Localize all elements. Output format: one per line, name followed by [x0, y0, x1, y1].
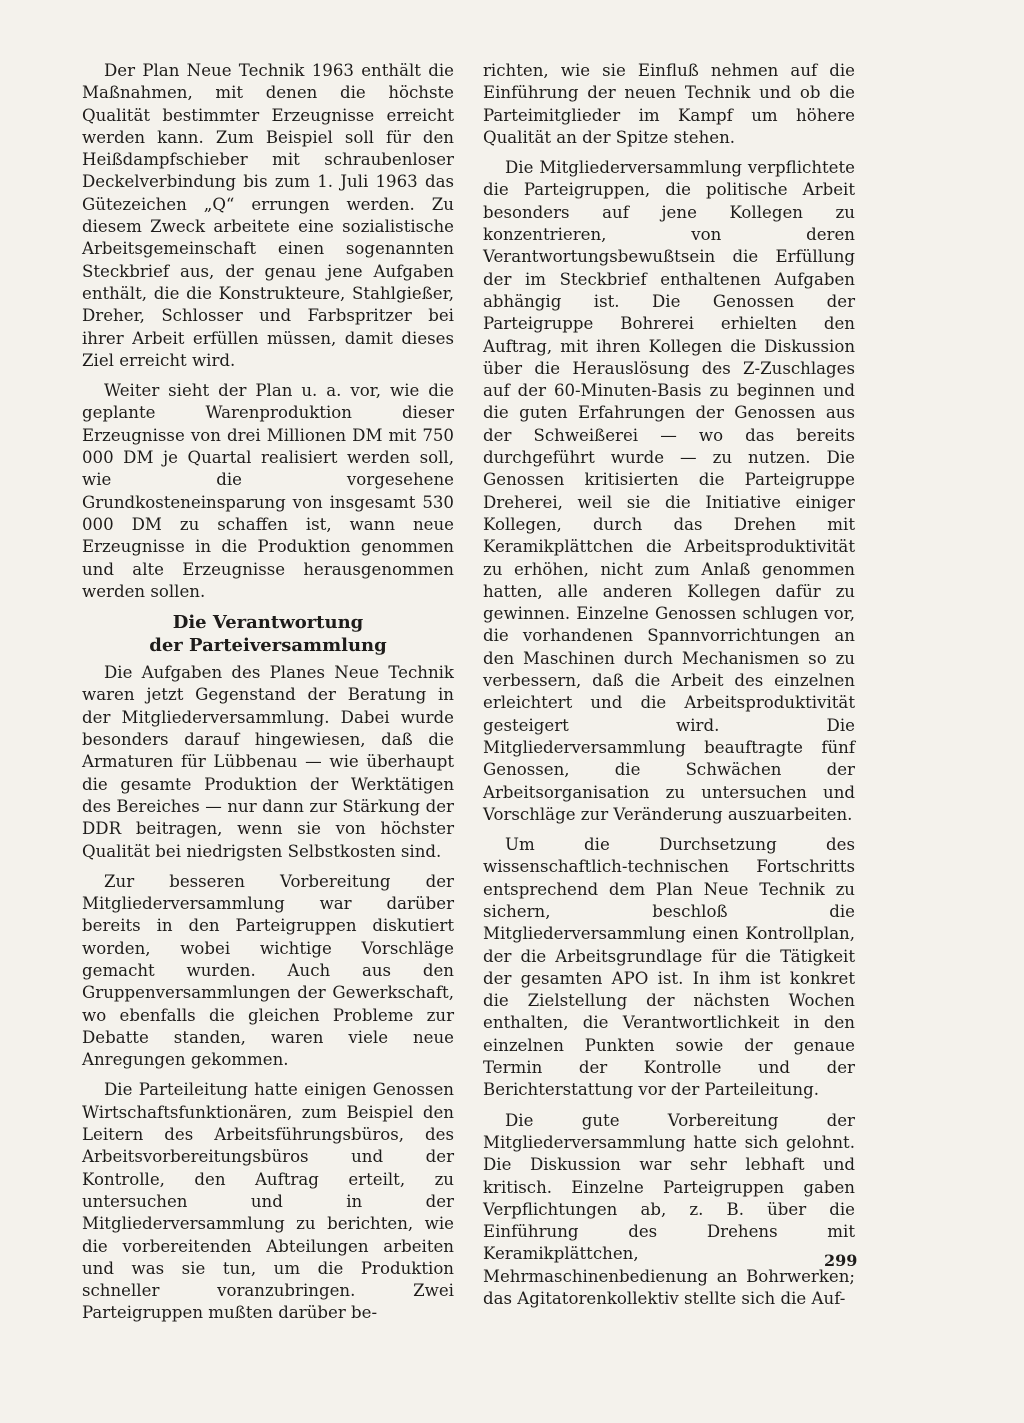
paragraph: Die gute Vorbereitung der Mitgliederversammlung hatte sich gelohnt. Die Diskussion war sehr lebhaft und kritisch. Einzelne Parteigruppen gaben Verpflichtungen ab, z. B. über die Einführung des Drehens mit Keramikplättchen, Mehrmaschinenbedienung an Bohrwerken; das Agitatorenkollektiv stellte sich die Auf-: [483, 1110, 855, 1309]
section-heading-line: Die Verantwortung: [172, 612, 364, 634]
paragraph: richten, wie sie Einfluß nehmen auf die Einführung der neuen Technik und ob die Parteimitglieder im Kampf um höhere Qualität an der Spitze stehen.: [483, 61, 855, 147]
paragraph: Um die Durchsetzung des wissenschaftlich-technischen Fortschritts entsprechend dem Plan Neue Technik zu sichern, beschloß die Mitgliederversammlung einen Kontrollplan, der die Arbeitsgrundlage für die Tätigkeit der gesamten APO ist. In ihm ist konkret die Zielstellung der nächsten Wochen enthalten, die Verantwortlichkeit in den einzelnen Punkten sowie der genaue Termin der Kontrolle und der Berichterstattung vor der Parteileitung.: [483, 835, 855, 1100]
page-number: 299: [824, 1251, 858, 1270]
right-column: [483, 60, 858, 1318]
paragraph: Die Aufgaben des Planes Neue Technik waren jetzt Gegenstand der Beratung in der Mitgliederversammlung. Dabei wurde besonders darauf hingewiesen, daß die Armaturen für Lübbenau — wie überhaupt die gesamte Produktion der Werktätigen des Bereiches — nur dann zur Stärkung der DDR beitragen, wenn sie von höchster Qualität bei niedrigsten Selbstkosten sind.: [82, 663, 454, 861]
paragraph: Der Plan Neue Technik 1963 enthält die Maßnahmen, mit denen die höchste Qualität bestimmter Erzeugnisse erreicht werden kann. Zum Beispiel soll für den Heißdampfschieber mit schraubenloser Deckelverbindung bis zum 1. Juli 1963 das Gütezeichen „Q“ errungen werden. Zu diesem Zweck arbeitete eine sozialistische Arbeitsgemeinschaft einen sogenannten Steckbrief aus, der genau jene Aufgaben enthält, die die Konstrukteure, Stahlgießer, Dreher, Schlosser und Farbspritzer bei ihrer Arbeit erfüllen müssen, damit dieses Ziel erreicht wird.: [82, 61, 454, 370]
paragraph: Die Parteileitung hatte einigen Genossen Wirtschaftsfunktionären, zum Beispiel den Leitern des Arbeitsführungsbüros, des Arbeitsvorbereitungsbüros und der Kontrolle, den Auftrag erteilt, zu untersuchen und in der Mitgliederversammlung zu berichten, wie die vorbereitenden Abteilungen arbeiten und was sie tun, um die Produktion schneller voranzubringen. Zwei Parteigruppen mußten darüber be-: [82, 1080, 454, 1323]
paragraph: Weiter sieht der Plan u. a. vor, wie die geplante Warenproduktion dieser Erzeugnisse von drei Millionen DM mit 750 000 DM je Quartal realisiert werden soll, wie die vorgesehene Grundkosteneinsparung von insgesamt 530 000 DM zu schaffen ist, wann neue Erzeugnisse in die Produktion genommen und alte Erzeugnisse herausgenommen werden sollen.: [82, 381, 454, 601]
section-heading: [82, 611, 454, 657]
paragraph: Die Mitgliederversammlung verpflichtete die Parteigruppen, die politische Arbeit besonders auf jene Kollegen zu konzentrieren, von deren Verantwortungsbewußtsein die Erfüllung der im Steckbrief enthaltenen Aufgaben abhängig ist. Die Genossen der Parteigruppe Bohrerei erhielten den Auftrag, mit ihren Kollegen die Diskussion über die Herauslösung des Z-Zuschlages auf der 60-Minuten-Basis zu beginnen und die guten Erfahrungen der Genossen aus der Schweißerei — wo das bereits durchgeführt wurde — zu nutzen. Die Genossen kritisierten die Parteigruppe Dreherei, weil sie die Initiative einiger Kollegen, durch das Drehen mit Keramikplättchen die Arbeitsproduktivität zu erhöhen, nicht zum Anlaß genommen hatten, alle anderen Kollegen dafür zu gewinnen. Einzelne Genossen schlugen vor, die vorhandenen Spannvorrichtungen an den Maschinen durch Mechanismen so zu verbessern, daß die Arbeit des einzelnen erleichtert und die Arbeitsproduktivität gesteigert wird. Die Mitgliederversammlung beauftragte fünf Genossen, die Schwächen der Arbeitsorganisation zu untersuchen und Vorschläge zur Veränderung auszuarbeiten.: [483, 158, 855, 824]
section-heading-line: der Parteiversammlung: [149, 635, 387, 657]
paragraph: Zur besseren Vorbereitung der Mitgliederversammlung war darüber bereits in den Parteigruppen diskutiert worden, wobei wichtige Vorschläge gemacht wurden. Auch aus den Gruppenversammlungen der Gewerkschaft, wo ebenfalls die gleichen Probleme zur Debatte standen, waren viele neue Anregungen gekommen.: [82, 871, 454, 1070]
left-column: [82, 60, 454, 1333]
